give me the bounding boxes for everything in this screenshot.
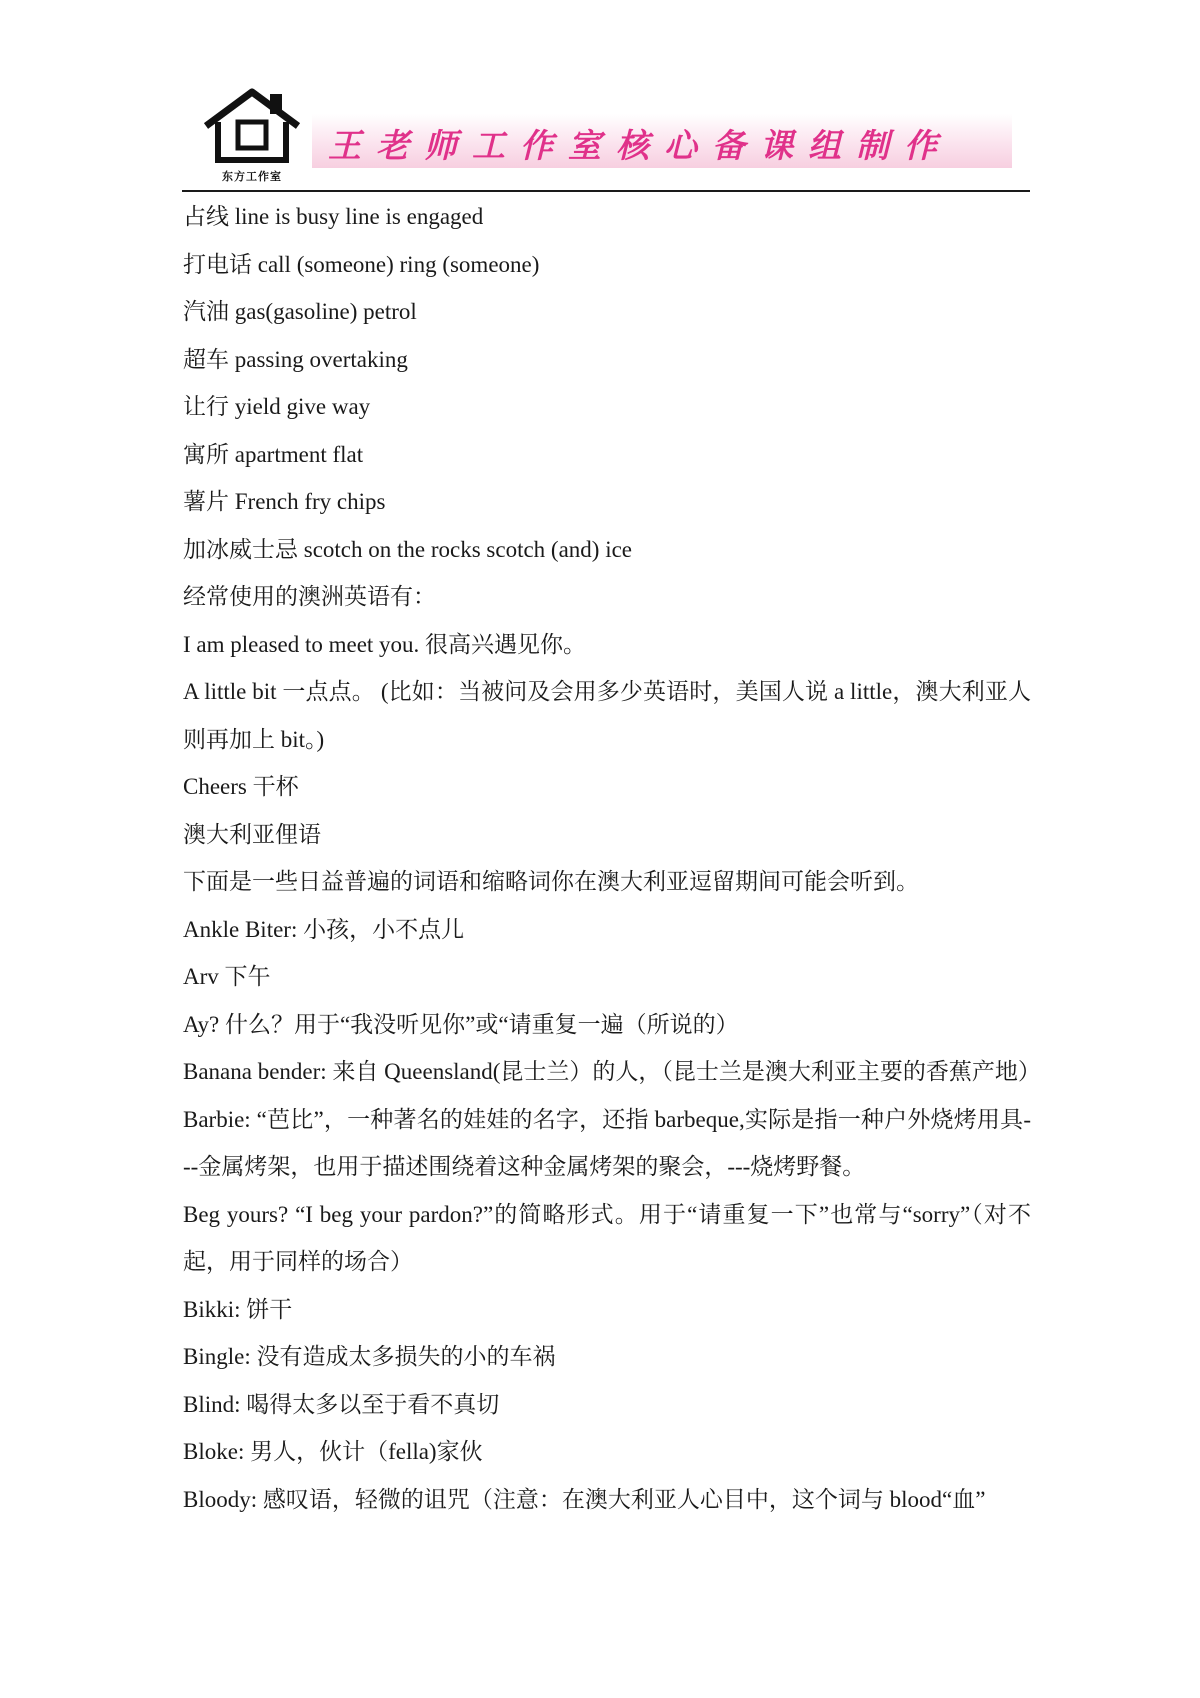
text-line: 占线 line is busy line is engaged bbox=[183, 204, 484, 229]
text-line: 汽油 gas(gasoline) petrol bbox=[183, 299, 417, 324]
text-line: 超车 passing overtaking bbox=[183, 346, 408, 372]
text-line: Bikki: 饼干 bbox=[183, 1296, 293, 1322]
text-line: Cheers 干杯 bbox=[183, 774, 299, 799]
text-line: Arv 下午 bbox=[183, 964, 271, 989]
studio-logo bbox=[200, 86, 304, 184]
text-paragraph: Banana bender: 来自 Queensland(昆士兰）的人，（昆士兰是澳大利亚主要的香蕉产地） bbox=[183, 1059, 1041, 1084]
logo-caption: 东方工作室 bbox=[222, 170, 282, 183]
text-line: 加冰威士忌 scotch on the rocks scotch (and) ice bbox=[183, 536, 633, 562]
text-line: Ay? 什么？用于“我没听见你”或“请重复一遍（所说的） bbox=[183, 1011, 739, 1037]
section-heading: 经常使用的澳洲英语有： bbox=[183, 584, 436, 609]
house-icon bbox=[200, 86, 304, 166]
text-line: Bloke: 男人，伙计（fella)家伙 bbox=[183, 1439, 483, 1464]
text-line: 打电话 call (someone) ring (someone) bbox=[183, 251, 540, 277]
text-paragraph: Beg yours? “I beg your pardon?”的简略形式。用于“请重复一下”也常与“sorry”（对不起，用于同样的场合） bbox=[183, 1201, 1031, 1274]
page-header bbox=[182, 84, 1030, 192]
text-line: 寓所 apartment flat bbox=[183, 441, 364, 467]
text-line: 让行 yield give way bbox=[183, 394, 371, 419]
banner-text: 王老师工作室核心备课组制作 bbox=[328, 126, 952, 165]
text-line: Blind: 喝得太多以至于看不真切 bbox=[183, 1391, 500, 1417]
text-line: Bloody: 感叹语，轻微的诅咒（注意：在澳大利亚人心目中，这个词与 blood“血” bbox=[183, 1486, 986, 1512]
text-line: Ankle Biter: 小孩，小不点儿 bbox=[183, 916, 465, 942]
text-line: 薯片 French fry chips bbox=[183, 489, 386, 514]
text-line: I am pleased to meet you. 很高兴遇见你。 bbox=[183, 631, 587, 657]
document-body bbox=[183, 193, 1041, 1523]
text-paragraph: Barbie: “芭比”，一种著名的娃娃的名字，还指 barbeque,实际是指一种户外烧烤用具---金属烤架，也用于描述围绕着这种金属烤架的聚会，---烧烤野餐。 bbox=[183, 1106, 1031, 1179]
text-line: Bingle: 没有造成太多损失的小的车祸 bbox=[183, 1344, 556, 1369]
text-line: 下面是一些日益普遍的词语和缩略词你在澳大利亚逗留期间可能会听到。 bbox=[183, 869, 919, 894]
section-heading: 澳大利亚俚语 bbox=[183, 821, 321, 847]
banner bbox=[312, 114, 1012, 168]
text-paragraph: A little bit 一点点。 (比如：当被问及会用多少英语时，美国人说 a little，澳大利亚人则再加上 bit。) bbox=[183, 679, 1031, 752]
